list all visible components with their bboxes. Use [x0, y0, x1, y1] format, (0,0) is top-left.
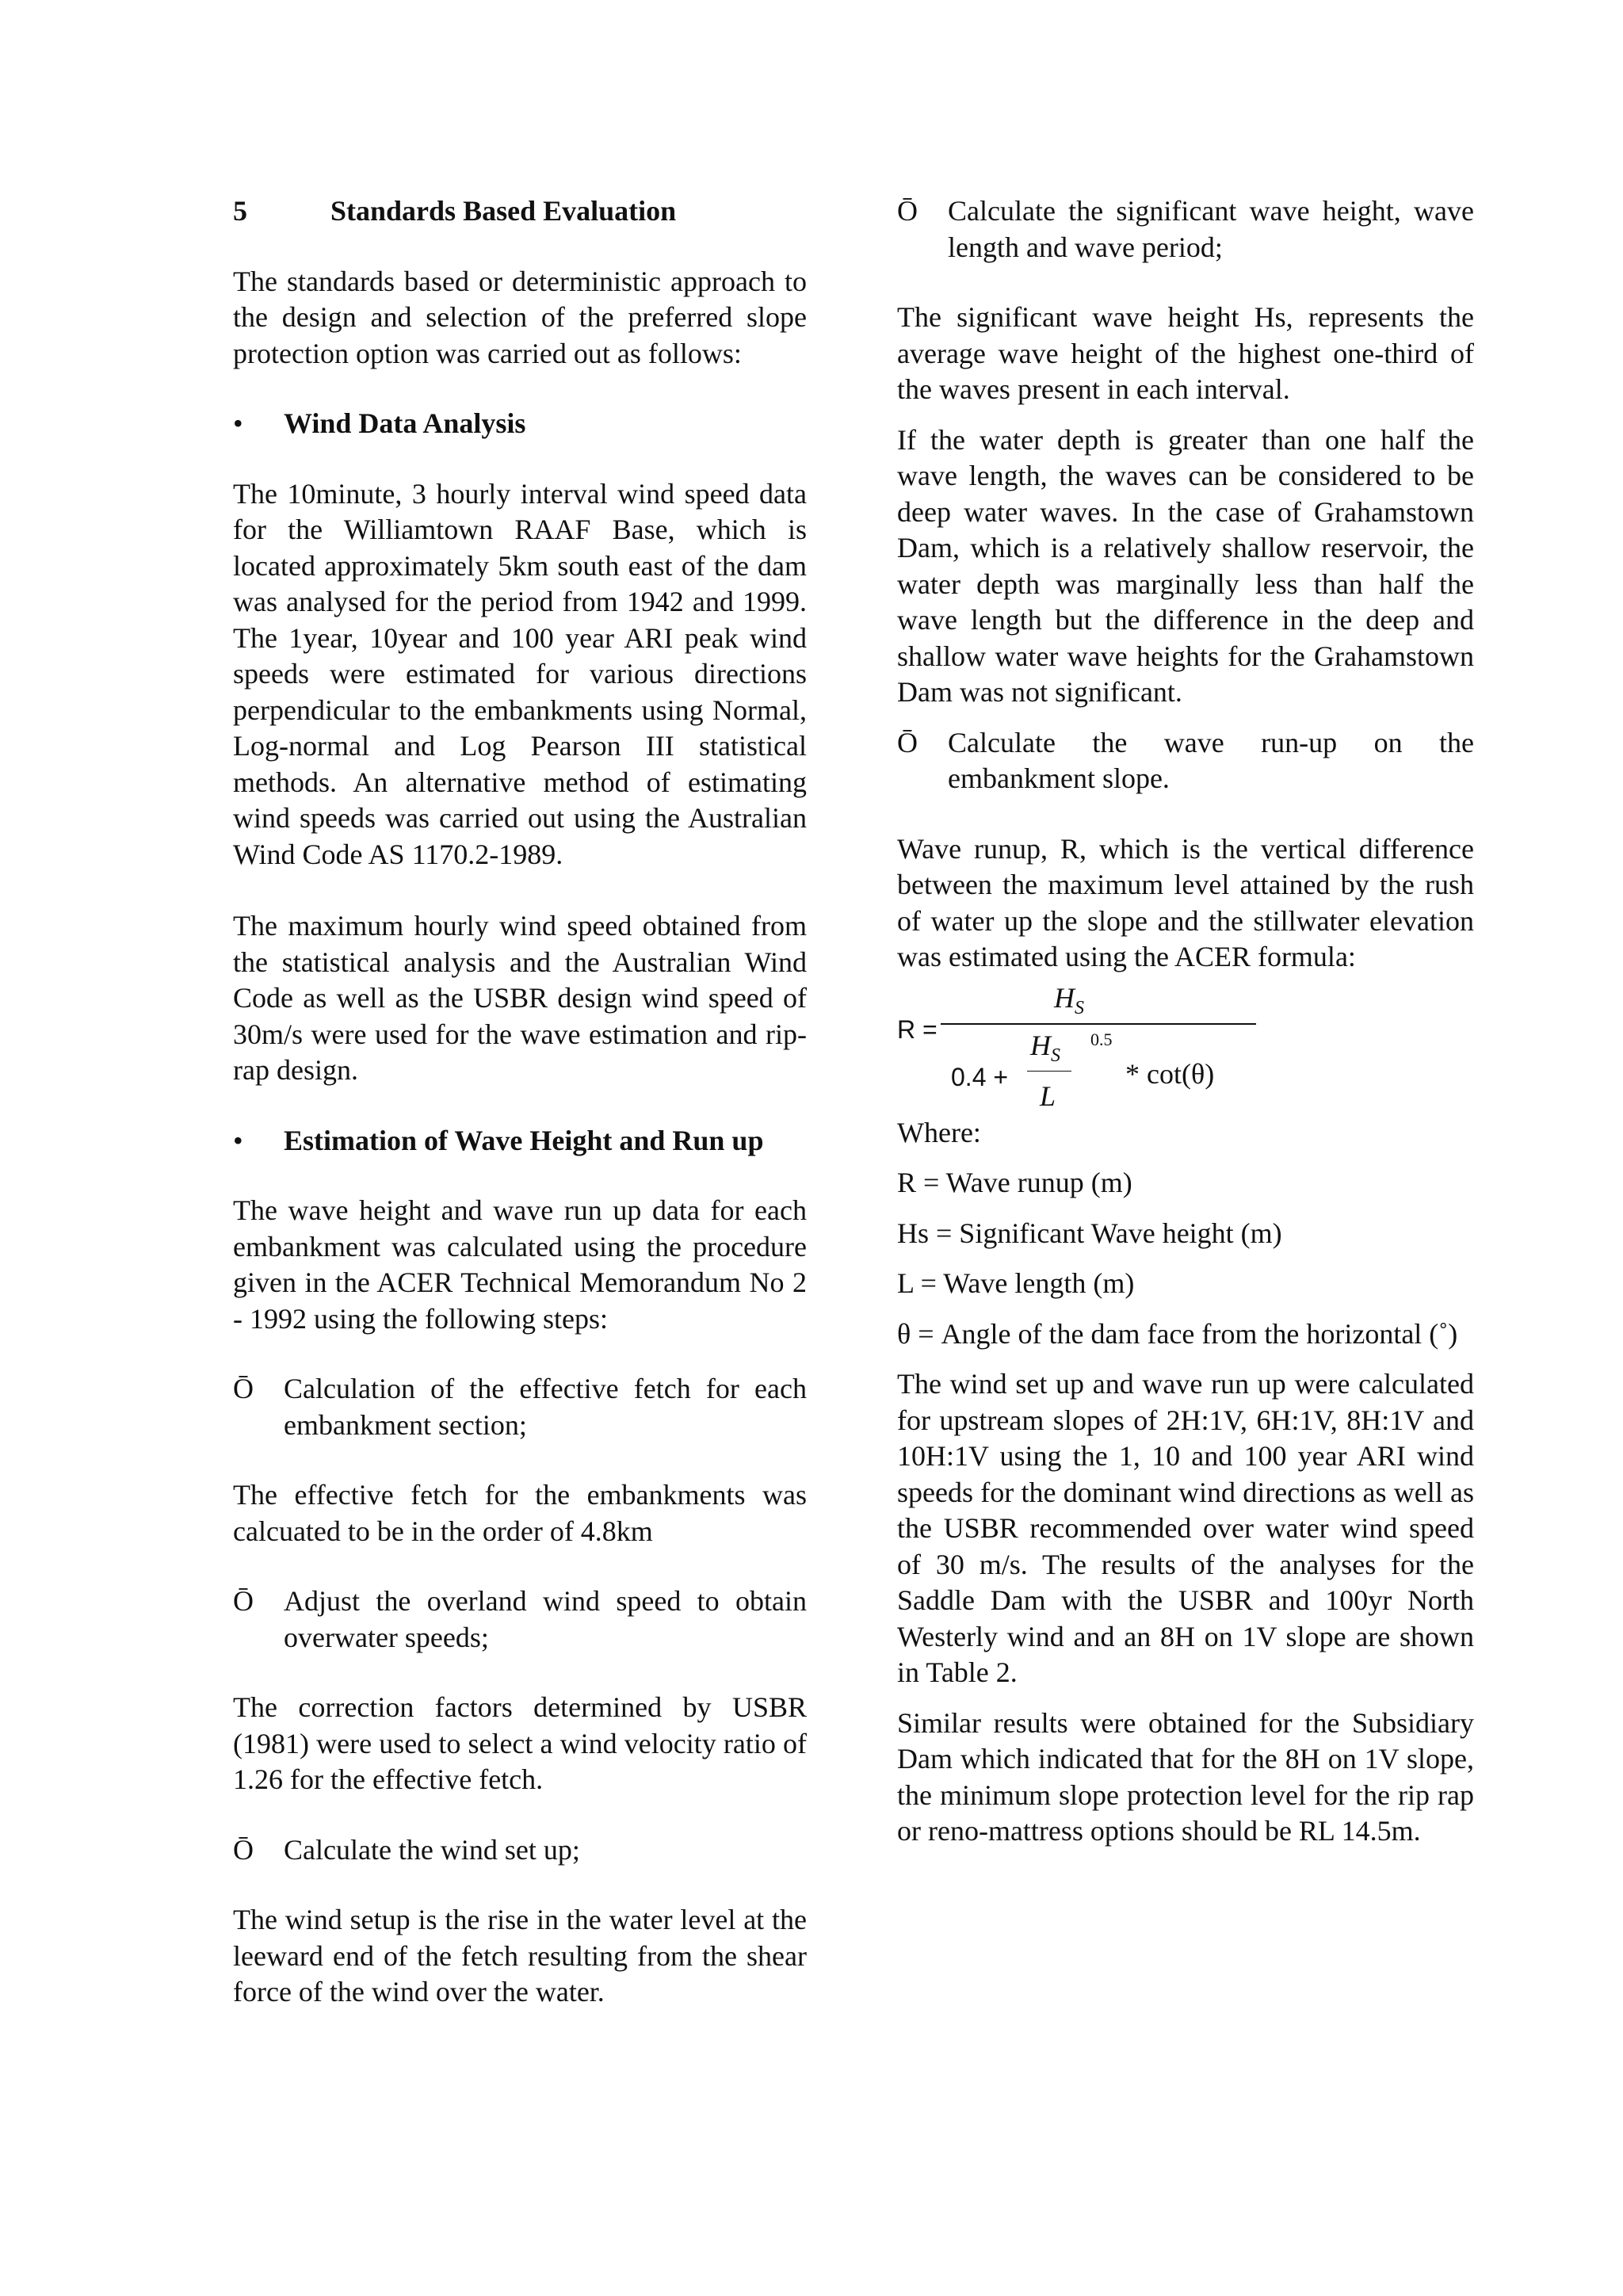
fetch-paragraph: The effective fetch for the embankments was calcuated to be in the order of 4.8km — [233, 1479, 807, 1547]
inner-h: H — [1030, 1029, 1051, 1061]
bullet-wave-height — [233, 1123, 807, 1159]
step-icon: Ō — [233, 1585, 254, 1617]
step-icon: Ō — [897, 195, 918, 227]
left-column — [233, 193, 807, 2011]
inner-sub: S — [1051, 1045, 1060, 1066]
results-paragraph: The wind set up and wave run up were calculated for upstream slopes of 2H:1V, 6H:1V, 8H:1V and 10H:1V using the 1, 10 and 100 year ARI wind speeds for the dominant wind directions as well as the USBR recommended over water wind speed of 30 m/s. The results of the analyses for the Saddle Dam with the USBR and 100yr North Westerly wind and an 8H on 1V slope are shown in Table 2. — [897, 1368, 1474, 1688]
where-label: Where: — [897, 1116, 981, 1148]
step-label: Calculate the wind set up; — [284, 1833, 580, 1866]
intro-paragraph: The standards based or deterministic approach to the design and selection of the preferred slope protection option was carried out as follows: — [233, 265, 807, 369]
bullet-wind-data — [233, 406, 807, 442]
numerator-sub: S — [1075, 997, 1084, 1018]
numerator-h: H — [1054, 981, 1075, 1014]
step-wave-runup — [897, 725, 1474, 797]
formula-lhs: R = — [897, 1014, 938, 1044]
significant-wave-paragraph: The significant wave height Hs, represents the average wave height of the highest one-third of the waves present in each interval. — [897, 301, 1474, 405]
right-column — [897, 193, 1474, 1850]
formula-numerator — [1054, 980, 1084, 1027]
definition-hs: Hs = Significant Wave height (m) — [897, 1217, 1282, 1249]
section-number: 5 — [233, 195, 247, 227]
formula-inner-fraction-bar — [1027, 1071, 1071, 1072]
water-depth-paragraph: If the water depth is greater than one half the wave length, the waves can be considered to be deep water waves. In the case of Grahamstown Dam, which is a relatively shallow reservoir, the water depth was marginally less than half the wave length but the difference in the deep and shallow water wave heights for the Grahamstown Dam was not significant. — [897, 423, 1474, 708]
section-title: Standards Based Evaluation — [330, 195, 677, 227]
step-label: Calculation of the effective fetch for each embankment section; — [284, 1373, 807, 1441]
wave-procedure-paragraph: The wave height and wave run up data for each embankment was calculated using the procedure given in the ACER Technical Memorandum No 2 - 1992 using the following steps: — [233, 1194, 807, 1335]
wind-analysis-paragraph: The 10minute, 3 hourly interval wind speed data for the Williamtown RAAF Base, which is located approximately 5km south east of the dam was analysed for the period from 1942 and 1999. The 1year, 10year and 100 year ARI peak wind speeds were estimated for various directions perpendicular to the embankments using Normal, Log-normal and Log Pearson III statistical methods. An alternative method of estimating wind speeds was carried out using the Australian Wind Code AS 1170.2-1989. — [233, 477, 807, 870]
step-label: Calculate the significant wave height, wave length and wave period; — [948, 195, 1474, 263]
step-significant-wave — [897, 193, 1474, 266]
bullet-label: Wind Data Analysis — [284, 407, 526, 439]
definition-l: L = Wave length (m) — [897, 1267, 1135, 1299]
formula-inner-denominator: L — [1040, 1079, 1056, 1112]
acer-formula — [897, 980, 1474, 1115]
correction-paragraph: The correction factors determined by USBR (1981) were used to select a wind velocity ratio of 1.26 for the effective fetch. — [233, 1691, 807, 1795]
formula-cot: * cot(θ) — [1125, 1057, 1215, 1090]
step-label: Adjust the overland wind speed to obtain overwater speeds; — [284, 1585, 807, 1653]
runup-paragraph: Wave runup, R, which is the vertical difference between the maximum level attained by the rush of water up the slope and the stillwater elevation was estimated using the ACER formula: — [897, 832, 1474, 972]
formula-inner-numerator — [1030, 1028, 1060, 1075]
step-icon: Ō — [233, 1833, 254, 1866]
formula-exponent: 0.5 — [1090, 1029, 1113, 1049]
step-overland-wind — [233, 1584, 807, 1656]
step-label: Calculate the wave run-up on the embankment slope. — [948, 726, 1474, 794]
subsidiary-dam-paragraph: Similar results were obtained for the Subsidiary Dam which indicated that for the 8H on 1V slope, the minimum slope protection level for the rip rap or reno-mattress options should be RL 14.5m. — [897, 1706, 1474, 1847]
definition-r: R = Wave runup (m) — [897, 1167, 1132, 1198]
bullet-label: Estimation of Wave Height and Run up — [284, 1124, 764, 1156]
step-wind-setup — [233, 1832, 807, 1869]
bullet-icon: • — [233, 1124, 243, 1156]
bullet-icon: • — [233, 407, 243, 439]
setup-paragraph: The wind setup is the rise in the water level at the leeward end of the fetch resulting from the shear force of the wind over the water. — [233, 1904, 807, 2008]
formula-constant: 0.4 + — [951, 1062, 1009, 1091]
wind-speed-paragraph: The maximum hourly wind speed obtained from the statistical analysis and the Australian Wind Code as well as the USBR design wind speed of 30m/s were used for the wave estimation and rip-rap design. — [233, 910, 807, 1086]
definition-theta: θ = Angle of the dam face from the horizontal (˚) — [897, 1317, 1458, 1350]
section-heading — [233, 193, 807, 230]
step-icon: Ō — [233, 1373, 254, 1404]
step-icon: Ō — [897, 726, 918, 758]
step-effective-fetch — [233, 1371, 807, 1443]
